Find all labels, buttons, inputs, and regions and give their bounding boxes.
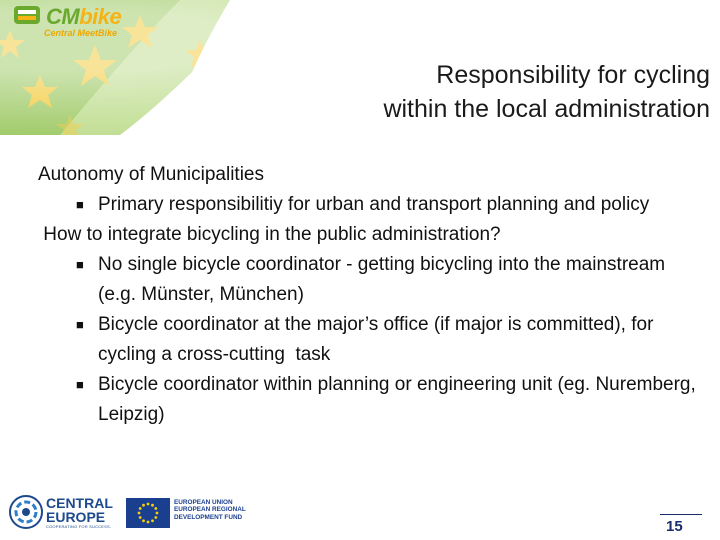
ce-title: CENTRAL EUROPE [46, 495, 113, 525]
heading-autonomy: Autonomy of Municipalities [38, 164, 264, 185]
bullet-text: Bicycle coordinator within planning or engineering unit (eg. Nuremberg, Leipzig) [98, 374, 696, 425]
bullet-item [76, 190, 698, 220]
central-europe-logo [8, 494, 118, 532]
heading-integrate: How to integrate bicycling in the public administration? [38, 224, 501, 245]
bullet-item [76, 310, 698, 370]
central-europe-icon [8, 494, 44, 530]
eu-fund-label: EUROPEAN UNION EUROPEAN REGIONAL DEVELOPMENT FUND [174, 499, 246, 521]
bullet-text: Bicycle coordinator at the major’s office (if major is committed), for cycling a cross-cutting task [98, 314, 659, 365]
square-bullet-icon: ■ [76, 257, 84, 272]
page-number: 15 [666, 518, 683, 535]
square-bullet-icon: ■ [76, 317, 84, 332]
slide-title [383, 58, 710, 126]
square-bullet-icon: ■ [76, 377, 84, 392]
bullet-item [76, 250, 698, 310]
footer-logos [8, 494, 268, 534]
bullet-text: Primary responsibilitiy for urban and transport planning and policy [98, 194, 650, 215]
slide-body [38, 160, 698, 430]
cmbike-logo [14, 4, 124, 42]
title-line-2: within the local administration [383, 95, 710, 123]
square-bullet-icon: ■ [76, 197, 84, 212]
ce-subtitle: COOPERATING FOR SUCCESS. [46, 524, 112, 529]
eu-flag-icon [126, 498, 170, 528]
title-line-1: Responsibility for cycling [436, 61, 710, 89]
bullet-item [76, 370, 698, 430]
bullet-text: No single bicycle coordinator - getting bicycling into the mainstream (e.g. Münster, München) [98, 254, 666, 305]
bike-logo-icon [14, 4, 42, 26]
page-number-divider [660, 514, 702, 515]
logo-brand: CMbike [46, 4, 122, 29]
logo-subtitle: Central MeetBike [44, 28, 118, 38]
